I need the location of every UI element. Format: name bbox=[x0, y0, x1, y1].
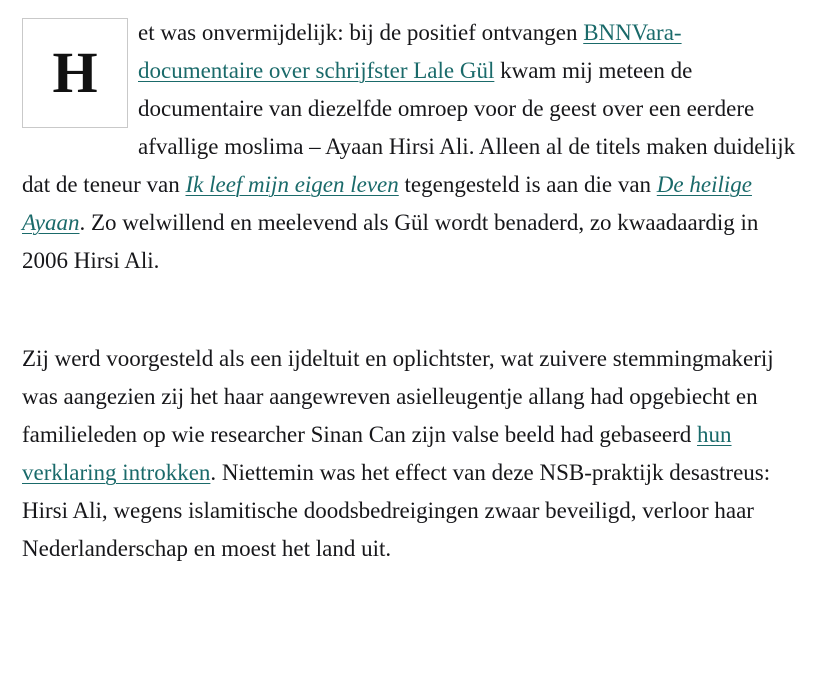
text-run: Zij werd voorgesteld als een ijdeltuit en oplichtster, wat zuivere stemmingmakerij was aangezien zij het haar aangewreven asielleugentje allang had opgebiecht en familieleden op wie researcher Sinan Can zijn valse beeld had gebaseerd bbox=[22, 346, 780, 447]
text-run: tegengesteld is aan die van bbox=[398, 172, 657, 197]
inline-link[interactable]: hun verklaring introkken bbox=[22, 422, 732, 485]
article-paragraph-2 bbox=[22, 340, 799, 568]
inline-link[interactable]: De heilige Ayaan bbox=[22, 172, 752, 235]
text-run: et was onvermijdelijk: bij de positief ontvangen bbox=[138, 20, 584, 45]
paragraph-2-text bbox=[22, 346, 779, 561]
text-run: . Niettemin was het effect van deze NSB-praktijk desastreus: Hirsi Ali, wegens islamitische doodsbedreigingen zwaar beveiligd, verloor haar Nederlanderschap en moest het land uit. bbox=[22, 460, 776, 561]
inline-link[interactable]: Ik leef mijn eigen leven bbox=[185, 172, 399, 197]
article-paragraph-1 bbox=[22, 14, 799, 280]
text-run: . Zo welwillend en meelevend als Gül wordt benaderd, zo kwaadaardig in 2006 Hirsi Ali. bbox=[22, 210, 765, 273]
inline-link[interactable]: BNNVara-documentaire over schrijfster Lale Gül bbox=[138, 20, 682, 83]
paragraph-1-text bbox=[22, 20, 801, 273]
drop-cap-letter: H bbox=[22, 18, 128, 128]
text-run: kwam mij meteen de documentaire van diezelfde omroep voor de geest over een eerdere afvallige moslima – Ayaan Hirsi Ali. Alleen al de titels maken duidelijk dat de teneur van bbox=[22, 58, 801, 197]
